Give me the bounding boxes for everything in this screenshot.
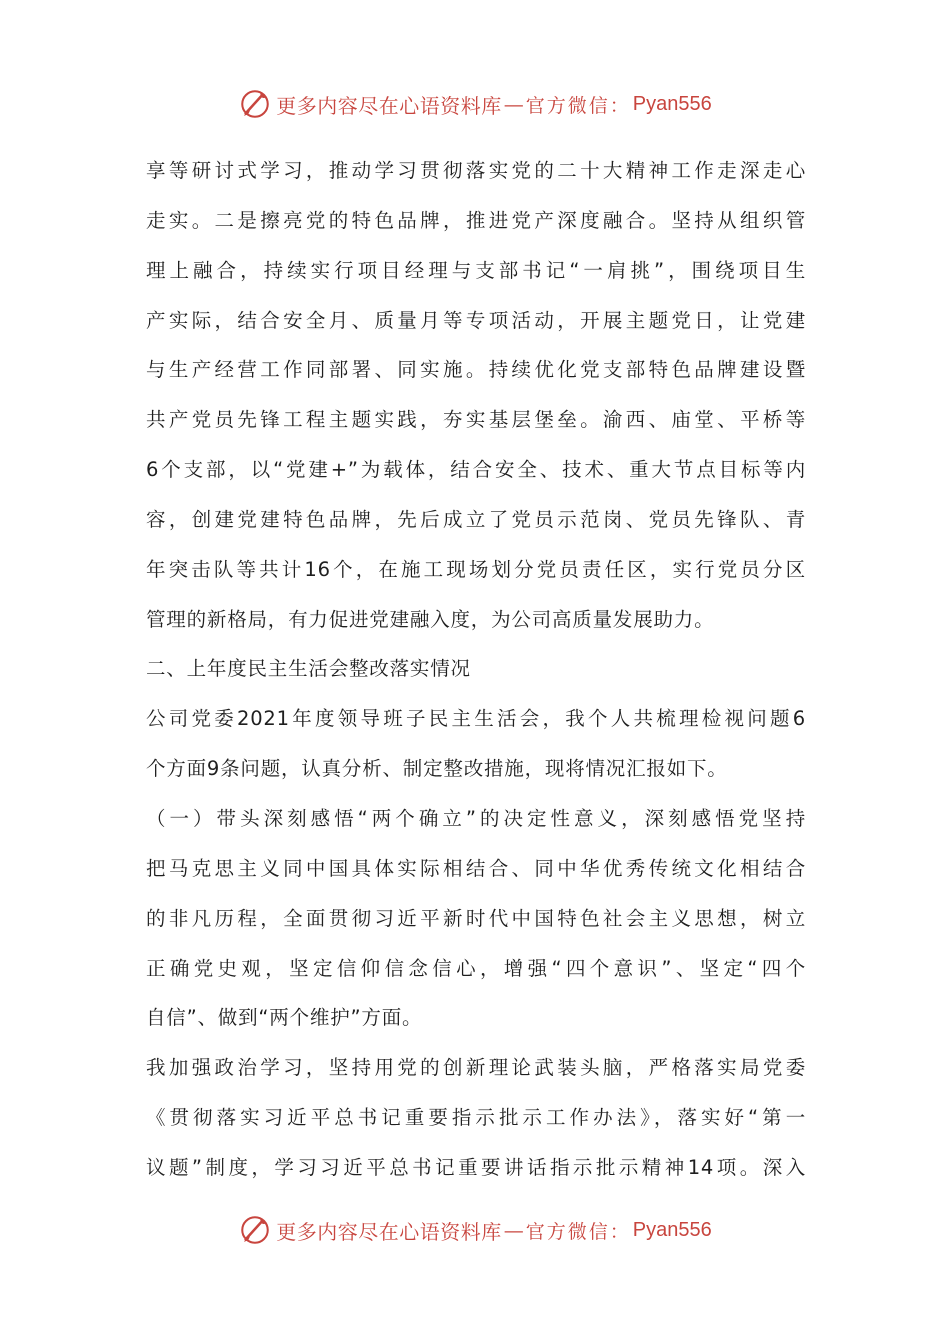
footer-banner — [0, 1210, 950, 1250]
text-line: 正确党史观，坚定信仰信念信心，增强“四个意识”、坚定“四个 — [146, 956, 806, 980]
footer-wechat-id: Pyan556 — [632, 1218, 712, 1241]
header-wechat-id: Pyan556 — [632, 92, 712, 115]
text-line: 享等研讨式学习，推动学习贯彻落实党的二十大精神工作走深走心 — [146, 159, 806, 182]
header-title: 更多内容尽在心语资料库 — [276, 93, 502, 118]
text-line: 个方面9条问题，认真分析、制定整改措施，现将情况汇报如下。 — [146, 757, 728, 781]
text-line: 与生产经营工作同部署、同实施。持续优化党支部特色品牌建设暨 — [146, 358, 806, 382]
text-line: 理上融合，持续实行项目经理与支部书记“一肩挑”，围绕项目生 — [146, 258, 806, 282]
footer-title: 更多内容尽在心语资料库 — [276, 1219, 502, 1244]
text-line: 容，创建党建特色品牌，先后成立了党员示范岗、党员先锋队、青 — [146, 507, 806, 531]
header-dash: — — [503, 92, 524, 116]
footer-dash: — — [503, 1218, 524, 1242]
text-line: 6个支部，以“党建+”为载体，结合安全、技术、重大节点目标等内 — [146, 458, 806, 482]
section-heading: 二、上年度民主生活会整改落实情况 — [146, 657, 471, 681]
text-line: 自信”、做到“两个维护”方面。 — [146, 1006, 423, 1030]
header-banner — [0, 84, 950, 124]
text-line: 共产党员先锋工程主题实践，夯实基层堡垒。渝西、庙堂、平桥等 — [146, 408, 806, 432]
text-line: 把马克思主义同中国具体实际相结合、同中华优秀传统文化相结合 — [146, 856, 806, 880]
text-line: 年突击队等共计16个，在施工现场划分党员责任区，实行党员分区 — [146, 557, 806, 581]
text-line: 管理的新格局，有力促进党建融入度，为公司高质量发展助力。 — [146, 607, 715, 631]
text-line: 公司党委2021年度领导班子民主生活会，我个人共梳理检视问题6 — [146, 707, 806, 731]
text-line: 《贯彻落实习近平总书记重要指示批示工作办法》，落实好“第一 — [146, 1106, 806, 1130]
text-line: 产实际，结合安全月、质量月等专项活动，开展主题党日，让党建 — [146, 308, 806, 332]
text-line: 走实。二是擦亮党的特色品牌，推进党产深度融合。坚持从组织管 — [146, 208, 806, 232]
brush-logo-icon — [238, 87, 272, 121]
text-line: 我加强政治学习，坚持用党的创新理论武装头脑，严格落实局党委 — [146, 1056, 806, 1080]
subsection-heading: （一）带头深刻感悟“两个确立”的决定性意义，深刻感悟党坚持 — [146, 806, 806, 830]
document-body — [146, 146, 806, 1193]
text-line: 的非凡历程，全面贯彻习近平新时代中国特色社会主义思想，树立 — [146, 906, 806, 930]
footer-wechat-label: 官方微信： — [525, 1220, 631, 1243]
header-wechat-label: 官方微信： — [525, 94, 631, 117]
brush-logo-icon — [238, 1213, 272, 1247]
text-line: 议题”制度，学习习近平总书记重要讲话指示批示精神14项。深入 — [146, 1155, 806, 1179]
